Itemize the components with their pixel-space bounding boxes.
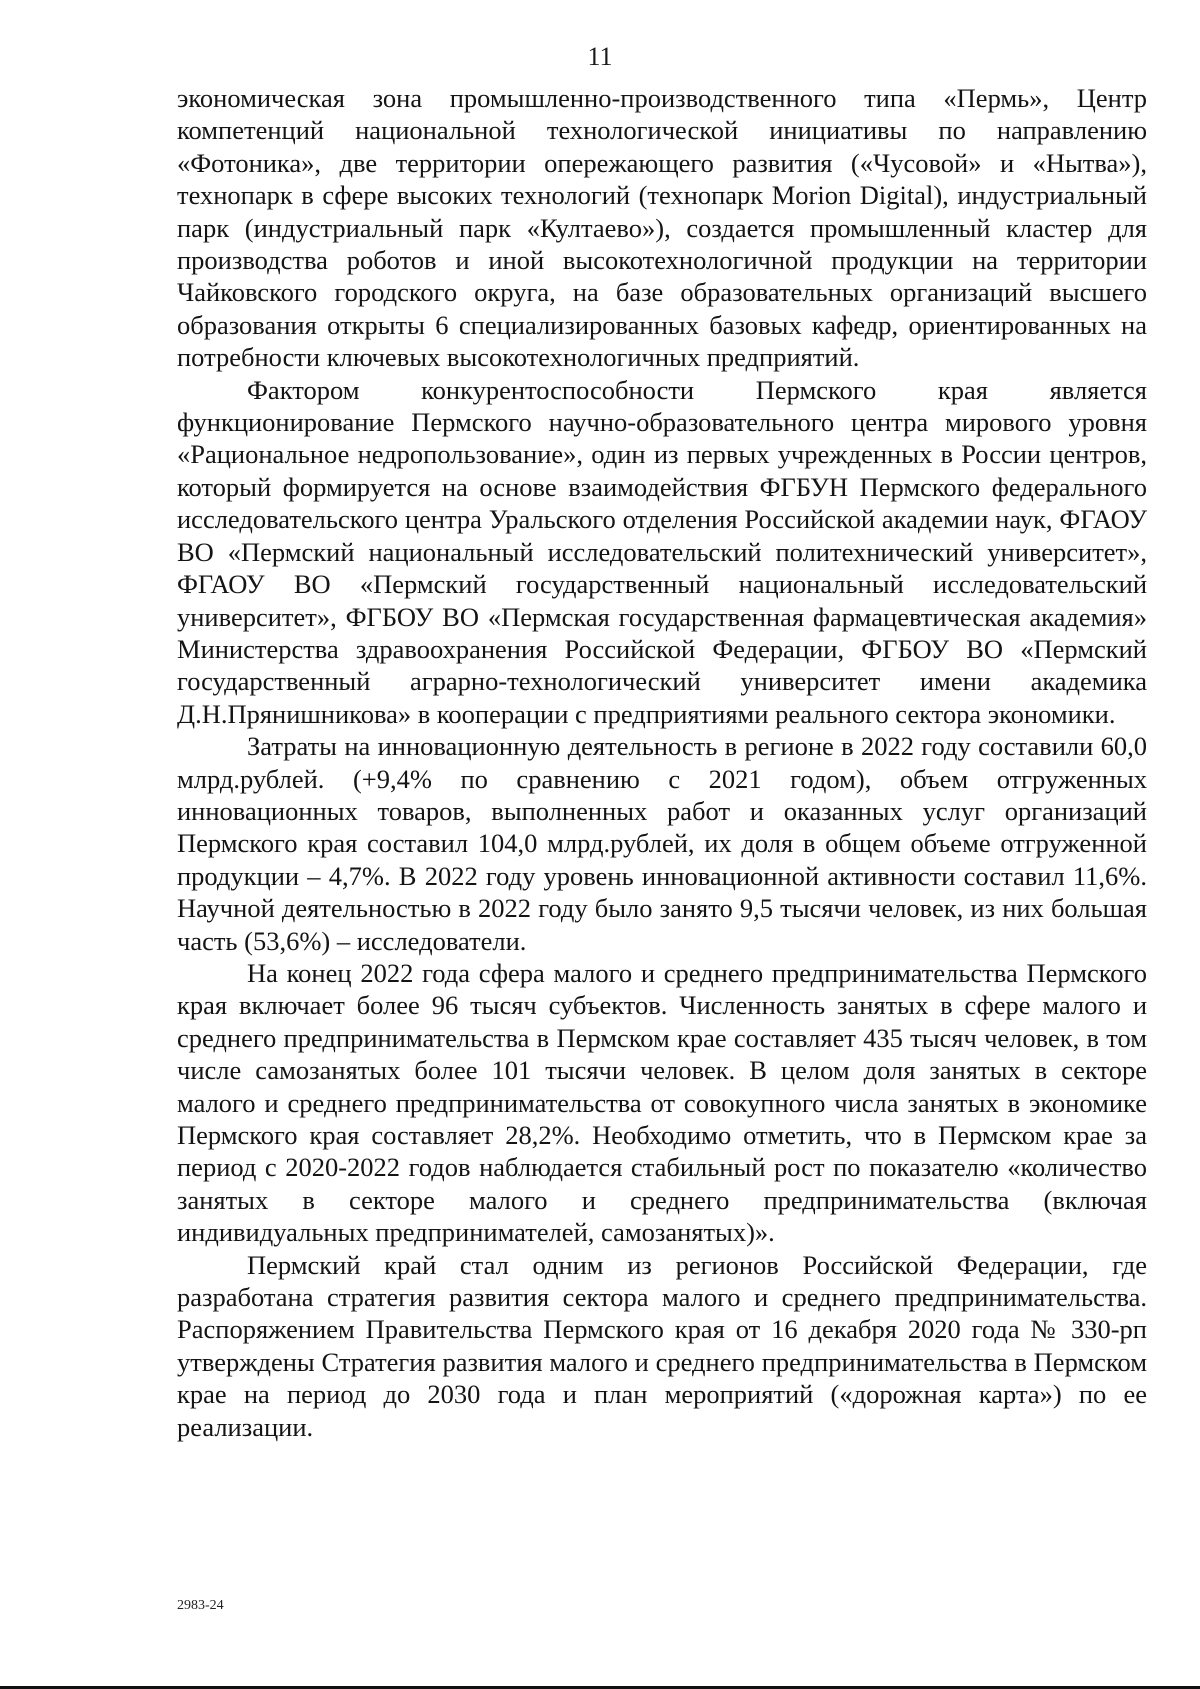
paragraph-4: На конец 2022 года сфера малого и среднего предпринимательства Пермского края включает более 96 тысяч субъектов. Численность занятых в сфере малого и среднего предпринимательства в Пермском крае составляет 435 тысяч человек, в том числе самозанятых более 101 тысячи человек. В целом доля занятых в секторе малого и среднего предпринимательства от совокупного числа занятых в экономике Пермского края составляет 28,2%. Необходимо отметить, что в Пермском крае за период с 2020-2022 годов наблюдается стабильный рост по показателю «количество занятых в секторе малого и среднего предпринимательства (включая индивидуальных предпринимателей, самозанятых)». [177,957,1147,1248]
page-number: 11 [587,42,613,71]
document-body [177,82,1147,1443]
paragraph-2: Фактором конкурентоспособности Пермского края является функционирование Пермского научно-образовательного центра мирового уровня «Рациональное недропользование», один из первых учрежденных в России центров, который формируется на основе взаимодействия ФГБУН Пермского федерального исследовательского центра Уральского отделения Российской академии наук, ФГАОУ ВО «Пермский национальный исследовательский политехнический университет», ФГАОУ ВО «Пермский государственный национальный исследовательский университет», ФГБОУ ВО «Пермская государственная фармацевтическая академия» Министерства здравоохранения Российской Федерации, ФГБОУ ВО «Пермский государственный аграрно-технологический университет имени академика Д.Н.Прянишникова» в кооперации с предприятиями реального сектора экономики. [177,374,1147,729]
paragraph-5: Пермский край стал одним из регионов Российской Федерации, где разработана стратегия развития сектора малого и среднего предпринимательства. Распоряжением Правительства Пермского края от 16 декабря 2020 года № 330-рп утверждены Стратегия развития малого и среднего предпринимательства в Пермском крае на период до 2030 года и план мероприятий («дорожная карта») по ее реализации. [177,1249,1147,1442]
paragraph-1: экономическая зона промышленно-производственного типа «Пермь», Центр компетенций национальной технологической инициативы по направлению «Фотоника», две территории опережающего развития («Чусовой» и «Нытва»), технопарк в сфере высоких технологий (технопарк Morion Digital), индустриальный парк (индустриальный парк «Култаево»), создается промышленный кластер для производства роботов и иной высокотехнологичной продукции на территории Чайковского городского округа, на базе образовательных организаций высшего образования открыты 6 специализированных базовых кафедр, ориентированных на потребности ключевых высокотехнологичных предприятий. [177,83,1147,373]
document-code: 2983-24 [177,1598,224,1613]
paragraph-3: Затраты на инновационную деятельность в регионе в 2022 году составили 60,0 млрд.рублей. (+9,4% по сравнению с 2021 годом), объем отгруженных инновационных товаров, выполненных работ и оказанных услуг организаций Пермского края составил 104,0 млрд.рублей, их доля в общем объеме отгруженной продукции – 4,7%. В 2022 году уровень инновационной активности составил 11,6%. Научной деятельностью в 2022 году было занято 9,5 тысячи человек, из них большая часть (53,6%) – исследователи. [177,731,1147,956]
